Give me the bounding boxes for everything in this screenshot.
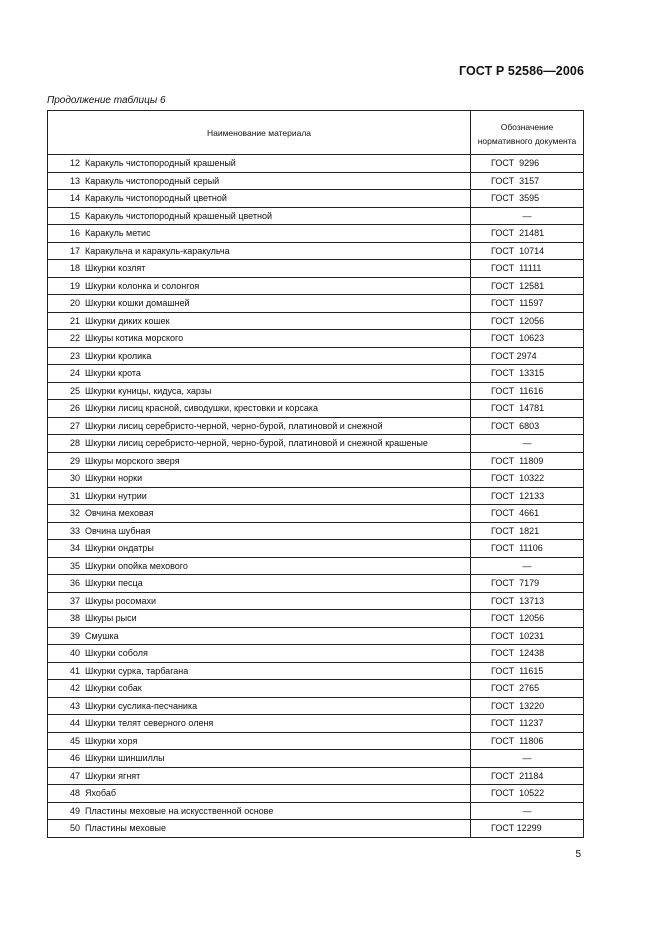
material-name: Смушка	[85, 630, 119, 641]
row-number: 16	[69, 228, 80, 239]
material-name: Шкурки кошки домашней	[85, 298, 190, 309]
material-name-cell	[48, 295, 471, 313]
material-name: Шкуры рыси	[85, 613, 137, 624]
material-name-cell	[48, 172, 471, 190]
row-number: 39	[69, 630, 80, 641]
table-row	[48, 592, 584, 610]
normative-document-cell: —	[471, 557, 584, 575]
material-name-cell	[48, 505, 471, 523]
row-number: 42	[69, 683, 80, 694]
table-row	[48, 312, 584, 330]
row-number: 45	[69, 735, 80, 746]
normative-document-cell: ГОСТ 11111	[471, 260, 584, 278]
normative-document-cell: ГОСТ 11809	[471, 452, 584, 470]
material-name-cell	[48, 382, 471, 400]
normative-document-cell: ГОСТ 21481	[471, 225, 584, 243]
row-number: 22	[69, 333, 80, 344]
normative-document-cell: —	[471, 435, 584, 453]
material-name-cell	[48, 802, 471, 820]
table-row	[48, 557, 584, 575]
material-name: Пластины меховые на искусственной основе	[85, 805, 274, 816]
material-name-cell	[48, 540, 471, 558]
material-name: Шкурки хоря	[85, 735, 138, 746]
material-name: Каракуль чистопородный цветной	[85, 193, 227, 204]
row-number: 27	[69, 420, 80, 431]
header-doc-line1: Обозначение	[500, 121, 554, 132]
materials-table	[47, 110, 584, 838]
material-name: Овчина шубная	[85, 525, 151, 536]
row-number: 15	[69, 210, 80, 221]
material-name: Шкурки шиншиллы	[85, 753, 165, 764]
material-name: Шкуры котика морского	[85, 333, 184, 344]
table-row	[48, 172, 584, 190]
table-row	[48, 365, 584, 383]
table-row	[48, 715, 584, 733]
material-name: Шкурки лисиц серебристо-черной, черно-бурой, платиновой и снежной крашеные	[85, 438, 428, 449]
material-name-cell	[48, 557, 471, 575]
normative-document-cell: ГОСТ 2765	[471, 680, 584, 698]
row-number: 33	[69, 525, 80, 536]
material-name-cell	[48, 697, 471, 715]
material-name: Шкурки сурка, тарбагана	[85, 665, 189, 676]
material-name-cell	[48, 680, 471, 698]
row-number: 32	[69, 508, 80, 519]
normative-document-cell: ГОСТ 14781	[471, 400, 584, 418]
row-number: 34	[69, 543, 80, 554]
row-number: 36	[69, 578, 80, 589]
table-row	[48, 207, 584, 225]
normative-document-cell: ГОСТ 6803	[471, 417, 584, 435]
normative-document-cell: —	[471, 802, 584, 820]
material-name-cell	[48, 260, 471, 278]
material-name-cell	[48, 330, 471, 348]
row-number: 41	[69, 665, 80, 676]
normative-document-cell: ГОСТ 11616	[471, 382, 584, 400]
material-name-cell	[48, 452, 471, 470]
material-name: Шкурки собак	[85, 683, 142, 694]
table-row	[48, 242, 584, 260]
material-name-cell	[48, 627, 471, 645]
material-name-cell	[48, 662, 471, 680]
normative-document-cell: ГОСТ 11237	[471, 715, 584, 733]
row-number: 31	[69, 490, 80, 501]
table-caption: Продолжение таблицы 6	[47, 95, 166, 106]
material-name: Шкурки соболя	[85, 648, 148, 659]
table-row	[48, 452, 584, 470]
table-row	[48, 295, 584, 313]
material-name: Шкурки песца	[85, 578, 143, 589]
normative-document-cell: ГОСТ 12056	[471, 610, 584, 628]
row-number: 43	[69, 700, 80, 711]
material-name-cell	[48, 312, 471, 330]
table-row	[48, 330, 584, 348]
material-name-cell	[48, 190, 471, 208]
table-row	[48, 697, 584, 715]
normative-document-cell: ГОСТ 12581	[471, 277, 584, 295]
normative-document-cell: —	[471, 207, 584, 225]
row-number: 30	[69, 473, 80, 484]
table-row	[48, 260, 584, 278]
normative-document-cell: ГОСТ 13220	[471, 697, 584, 715]
normative-document-cell: ГОСТ 10231	[471, 627, 584, 645]
material-name: Шкурки норки	[85, 473, 143, 484]
normative-document-cell: ГОСТ 10623	[471, 330, 584, 348]
normative-document-cell: ГОСТ 11597	[471, 295, 584, 313]
normative-document-cell: —	[471, 750, 584, 768]
material-name: Шкурки ягнят	[85, 770, 141, 781]
table-row	[48, 767, 584, 785]
table-row	[48, 505, 584, 523]
material-name-cell	[48, 400, 471, 418]
material-name-cell	[48, 470, 471, 488]
normative-document-cell: ГОСТ 10322	[471, 470, 584, 488]
material-name: Шкурки лисиц серебристо-черной, черно-бурой, платиновой и снежной	[85, 420, 383, 431]
page-number: 5	[575, 849, 581, 860]
table-row	[48, 820, 584, 838]
row-number: 24	[69, 368, 80, 379]
row-number: 17	[69, 245, 80, 256]
row-number: 20	[69, 298, 80, 309]
normative-document-cell: ГОСТ 3157	[471, 172, 584, 190]
header-doc-line2: нормативного документа	[477, 135, 577, 146]
table-row	[48, 487, 584, 505]
table-row	[48, 522, 584, 540]
material-name-cell	[48, 592, 471, 610]
row-number: 35	[69, 560, 80, 571]
normative-document-cell: ГОСТ 11106	[471, 540, 584, 558]
material-name-cell	[48, 417, 471, 435]
row-number: 38	[69, 613, 80, 624]
normative-document-cell: ГОСТ 21184	[471, 767, 584, 785]
table-row	[48, 540, 584, 558]
table-row	[48, 382, 584, 400]
table-row	[48, 610, 584, 628]
material-name-cell	[48, 522, 471, 540]
material-name: Яхобаб	[85, 788, 117, 799]
table-row	[48, 802, 584, 820]
normative-document-cell: ГОСТ 13713	[471, 592, 584, 610]
table-row	[48, 575, 584, 593]
table-row	[48, 155, 584, 173]
table-row	[48, 732, 584, 750]
material-name: Шкурки ондатры	[85, 543, 154, 554]
material-name-cell	[48, 785, 471, 803]
material-name-cell	[48, 732, 471, 750]
row-number: 50	[69, 823, 80, 834]
normative-document-cell: ГОСТ 9296	[471, 155, 584, 173]
normative-document-cell: ГОСТ 11806	[471, 732, 584, 750]
table-row	[48, 417, 584, 435]
material-name: Шкурки диких кошек	[85, 315, 170, 326]
table-row	[48, 785, 584, 803]
material-name: Шкурки нутрии	[85, 490, 147, 501]
material-name: Шкурки колонка и солонгоя	[85, 280, 200, 291]
material-name-cell	[48, 610, 471, 628]
header-normative-document	[471, 111, 584, 155]
material-name-cell	[48, 750, 471, 768]
row-number: 49	[69, 805, 80, 816]
normative-document-cell: ГОСТ 7179	[471, 575, 584, 593]
material-name-cell	[48, 207, 471, 225]
material-name: Шкуры морского зверя	[85, 455, 180, 466]
table-row	[48, 190, 584, 208]
normative-document-cell: ГОСТ 10522	[471, 785, 584, 803]
material-name-cell	[48, 435, 471, 453]
normative-document-cell: ГОСТ 10714	[471, 242, 584, 260]
material-name-cell	[48, 575, 471, 593]
material-name: Каракуль чистопородный крашеный	[85, 158, 236, 169]
material-name-cell	[48, 645, 471, 663]
row-number: 28	[69, 438, 80, 449]
row-number: 19	[69, 280, 80, 291]
material-name-cell	[48, 225, 471, 243]
material-name-cell	[48, 820, 471, 838]
normative-document-cell: ГОСТ 13315	[471, 365, 584, 383]
row-number: 23	[69, 350, 80, 361]
material-name: Каракуль чистопородный крашеный цветной	[85, 210, 273, 221]
material-name-cell	[48, 242, 471, 260]
material-name-cell	[48, 155, 471, 173]
row-number: 44	[69, 718, 80, 729]
table-row	[48, 225, 584, 243]
row-number: 13	[69, 175, 80, 186]
row-number: 46	[69, 753, 80, 764]
normative-document-cell: ГОСТ 2974	[471, 347, 584, 365]
normative-document-cell: ГОСТ 12056	[471, 312, 584, 330]
normative-document-cell: ГОСТ 12438	[471, 645, 584, 663]
table-row	[48, 627, 584, 645]
normative-document-cell: ГОСТ 4661	[471, 505, 584, 523]
material-name: Шкурки козлят	[85, 263, 146, 274]
material-name: Шкурки куницы, кидуса, харзы	[85, 385, 212, 396]
material-name: Каракуль метис	[85, 228, 151, 239]
normative-document-cell: ГОСТ 3595	[471, 190, 584, 208]
row-number: 48	[69, 788, 80, 799]
material-name: Каракульча и каракуль-каракульча	[85, 245, 230, 256]
document-standard-code: ГОСТ Р 52586—2006	[458, 64, 584, 78]
header-material-name: Наименование материала	[48, 111, 471, 155]
row-number: 37	[69, 595, 80, 606]
material-name: Овчина меховая	[85, 508, 154, 519]
row-number: 26	[69, 403, 80, 414]
row-number: 25	[69, 385, 80, 396]
material-name-cell	[48, 347, 471, 365]
table-row	[48, 435, 584, 453]
table-row	[48, 680, 584, 698]
normative-document-cell: ГОСТ 12133	[471, 487, 584, 505]
table-header-row	[48, 111, 584, 155]
table-row	[48, 645, 584, 663]
material-name: Шкурки опойка мехового	[85, 560, 188, 571]
material-name: Шкурки лисиц красной, сиводушки, крестовки и корсака	[85, 403, 318, 414]
normative-document-cell: ГОСТ 12299	[471, 820, 584, 838]
table-body	[48, 155, 584, 838]
material-name-cell	[48, 487, 471, 505]
table-row	[48, 400, 584, 418]
table-row	[48, 662, 584, 680]
material-name-cell	[48, 365, 471, 383]
material-name: Шкурки телят северного оленя	[85, 718, 214, 729]
material-name-cell	[48, 715, 471, 733]
table-header	[48, 111, 584, 155]
row-number: 12	[69, 158, 80, 169]
material-name: Шкурки суслика-песчаника	[85, 700, 198, 711]
material-name: Шкурки крота	[85, 368, 141, 379]
material-name: Шкурки кролика	[85, 350, 152, 361]
material-name: Пластины меховые	[85, 823, 166, 834]
material-name: Шкуры росомахи	[85, 595, 156, 606]
material-name-cell	[48, 277, 471, 295]
table-row	[48, 470, 584, 488]
row-number: 40	[69, 648, 80, 659]
table-row	[48, 277, 584, 295]
row-number: 14	[69, 193, 80, 204]
row-number: 18	[69, 263, 80, 274]
material-name-cell	[48, 767, 471, 785]
row-number: 47	[69, 770, 80, 781]
normative-document-cell: ГОСТ 11615	[471, 662, 584, 680]
normative-document-cell: ГОСТ 1821	[471, 522, 584, 540]
table-row	[48, 347, 584, 365]
row-number: 21	[69, 315, 80, 326]
table-row	[48, 750, 584, 768]
row-number: 29	[69, 455, 80, 466]
material-name: Каракуль чистопородный серый	[85, 175, 220, 186]
